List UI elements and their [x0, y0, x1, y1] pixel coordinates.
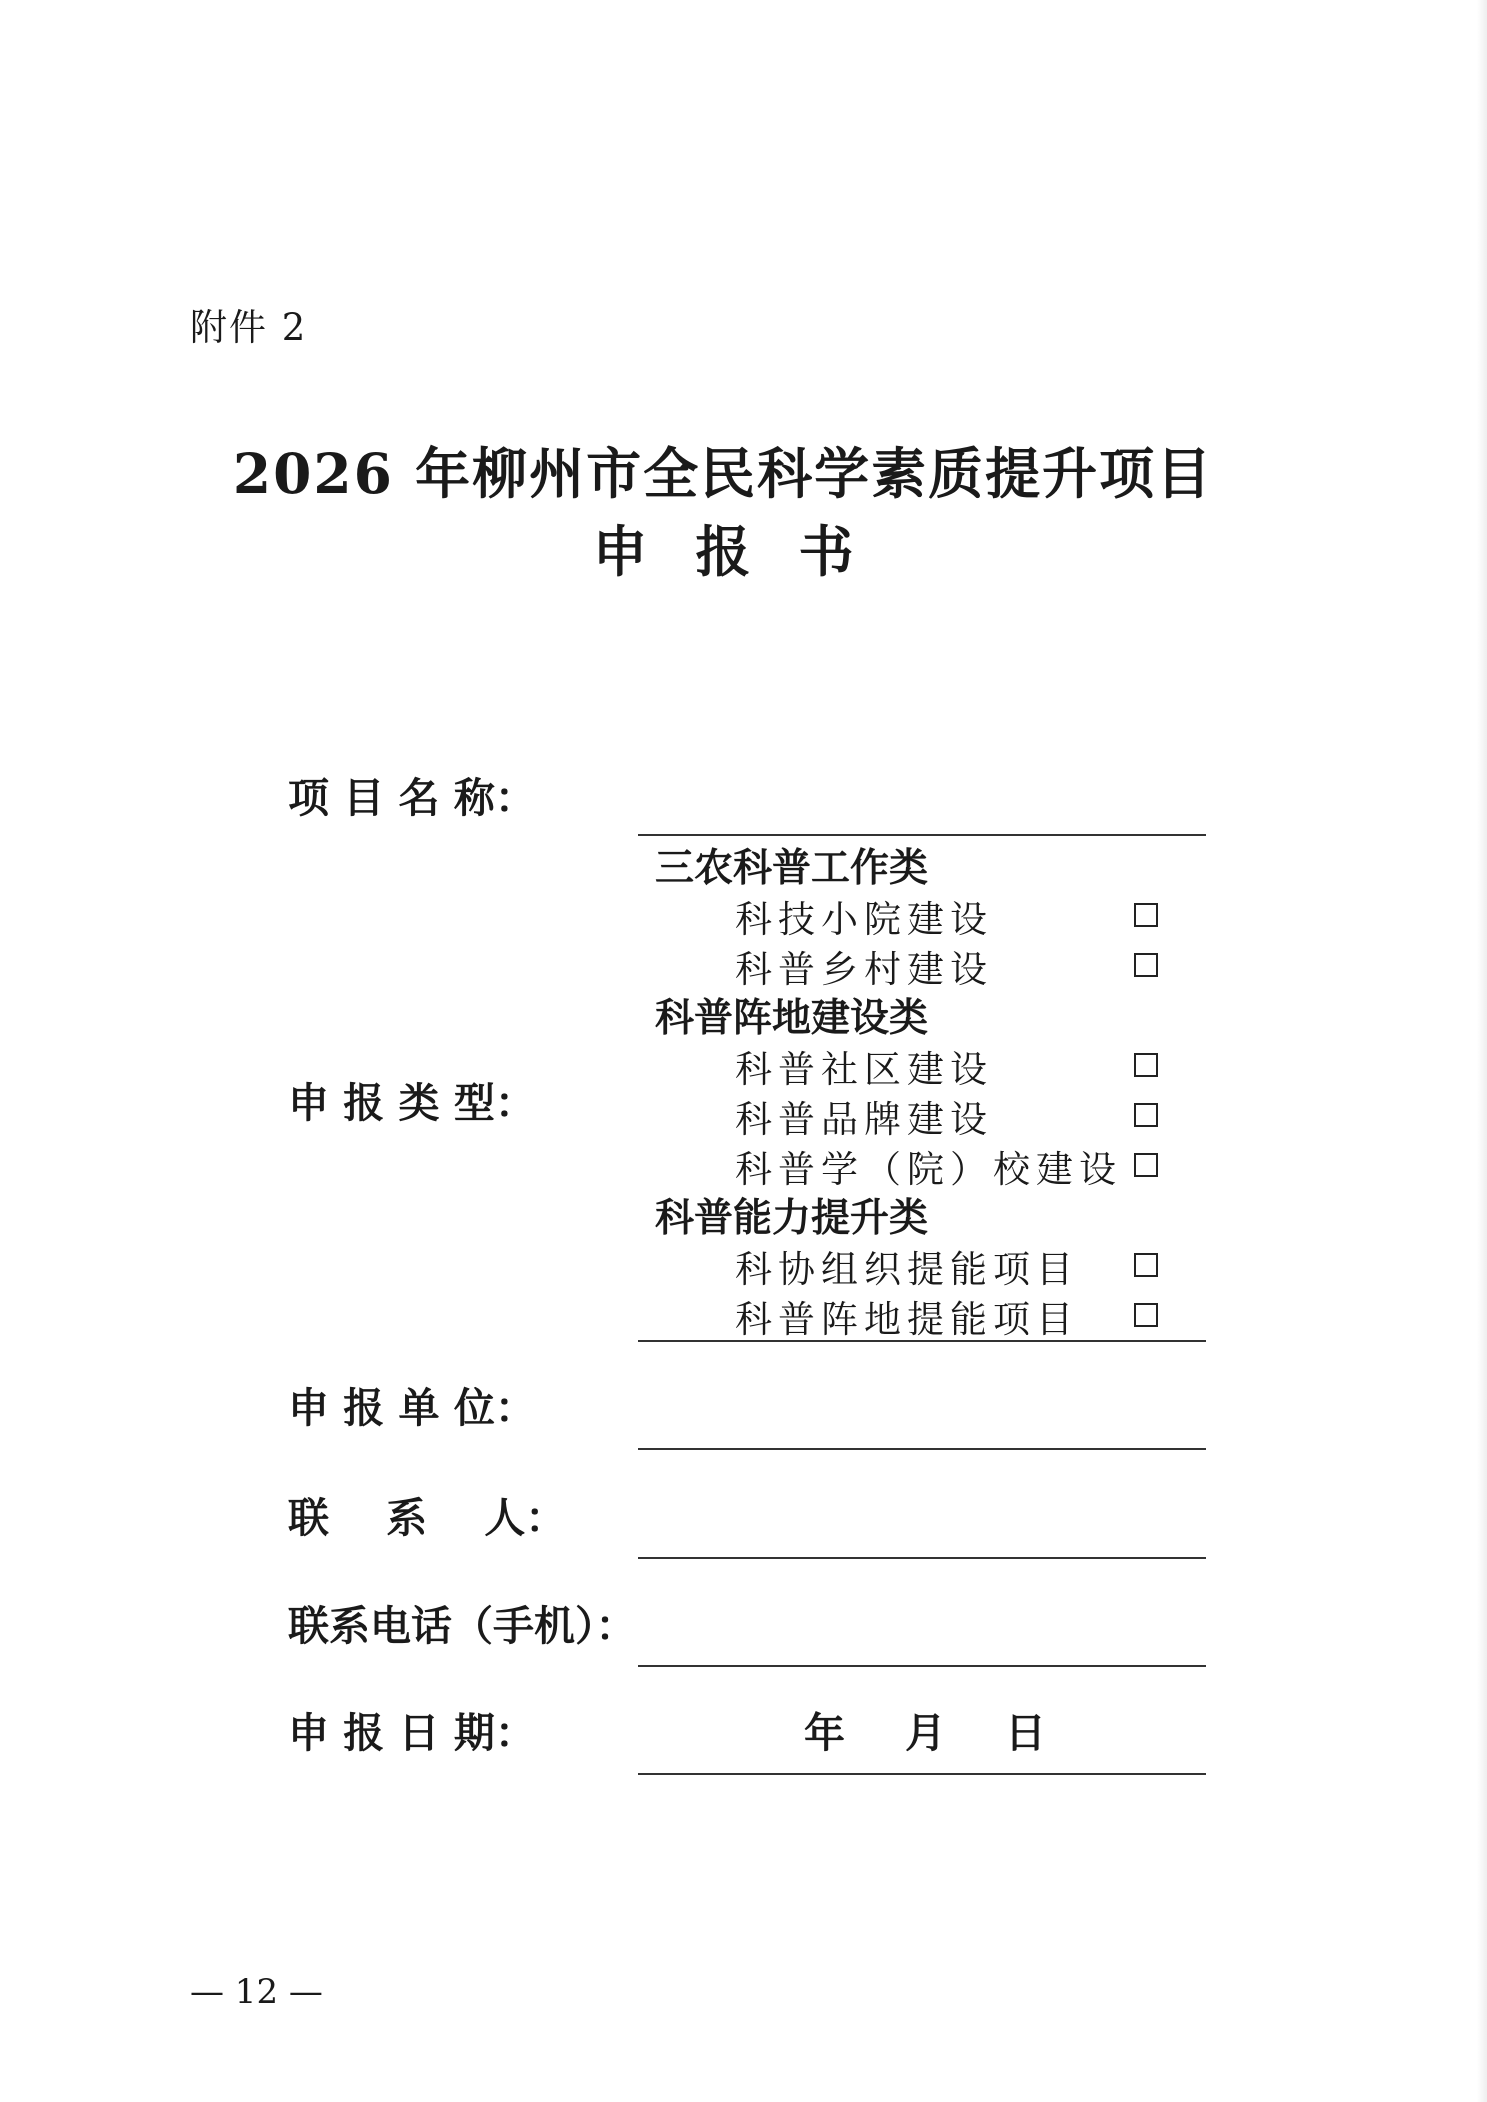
category-group-venue: 科普阵地建设类 — [655, 995, 929, 1041]
date-label: 申 报 日 期： — [288, 1709, 536, 1757]
category-group-rural: 三农科普工作类 — [655, 845, 929, 891]
document-subtitle: 申报书 — [592, 519, 902, 584]
option-label-association-capacity: 科协组织提能项目 — [735, 1248, 1079, 1291]
project-name-field-line[interactable] — [638, 834, 1206, 836]
option-label-science-village: 科普乡村建设 — [735, 948, 993, 991]
attachment-label: 附件 2 — [190, 306, 308, 349]
option-label-science-community: 科普社区建设 — [735, 1048, 993, 1091]
date-year: 年 — [804, 1709, 845, 1757]
phone-label: 联系电话（手机）： — [288, 1602, 637, 1650]
checkbox-science-brand[interactable] — [1134, 1103, 1158, 1127]
unit-label: 申 报 单 位： — [288, 1384, 536, 1432]
checkbox-science-school[interactable] — [1134, 1153, 1158, 1177]
option-label-venue-capacity: 科普阵地提能项目 — [735, 1298, 1079, 1341]
document-title: 2026 年柳州市全民科学素质提升项目 — [232, 441, 1214, 506]
checkbox-science-community[interactable] — [1134, 1053, 1158, 1077]
date-month: 月 — [905, 1709, 946, 1757]
category-label: 申 报 类 型： — [288, 1079, 536, 1127]
contact-label: 联 系 人： — [288, 1494, 567, 1542]
project-name-label: 项 目 名 称： — [288, 774, 536, 822]
phone-field-line[interactable] — [638, 1665, 1206, 1667]
option-label-science-school: 科普学（院）校建设 — [735, 1148, 1122, 1191]
option-label-sci-tech-yard: 科技小院建设 — [735, 898, 993, 941]
category-bottom-line — [638, 1340, 1206, 1342]
checkbox-association-capacity[interactable] — [1134, 1253, 1158, 1277]
date-day: 日 — [1005, 1709, 1046, 1757]
category-group-capacity: 科普能力提升类 — [655, 1195, 929, 1241]
checkbox-sci-tech-yard[interactable] — [1134, 903, 1158, 927]
unit-field-line[interactable] — [638, 1448, 1206, 1450]
contact-field-line[interactable] — [638, 1557, 1206, 1559]
page-edge-shadow — [1477, 0, 1487, 2102]
date-field-line[interactable] — [638, 1773, 1206, 1775]
page-number: — 12 — — [190, 1972, 323, 2012]
option-label-science-brand: 科普品牌建设 — [735, 1098, 993, 1141]
checkbox-science-village[interactable] — [1134, 953, 1158, 977]
checkbox-venue-capacity[interactable] — [1134, 1303, 1158, 1327]
